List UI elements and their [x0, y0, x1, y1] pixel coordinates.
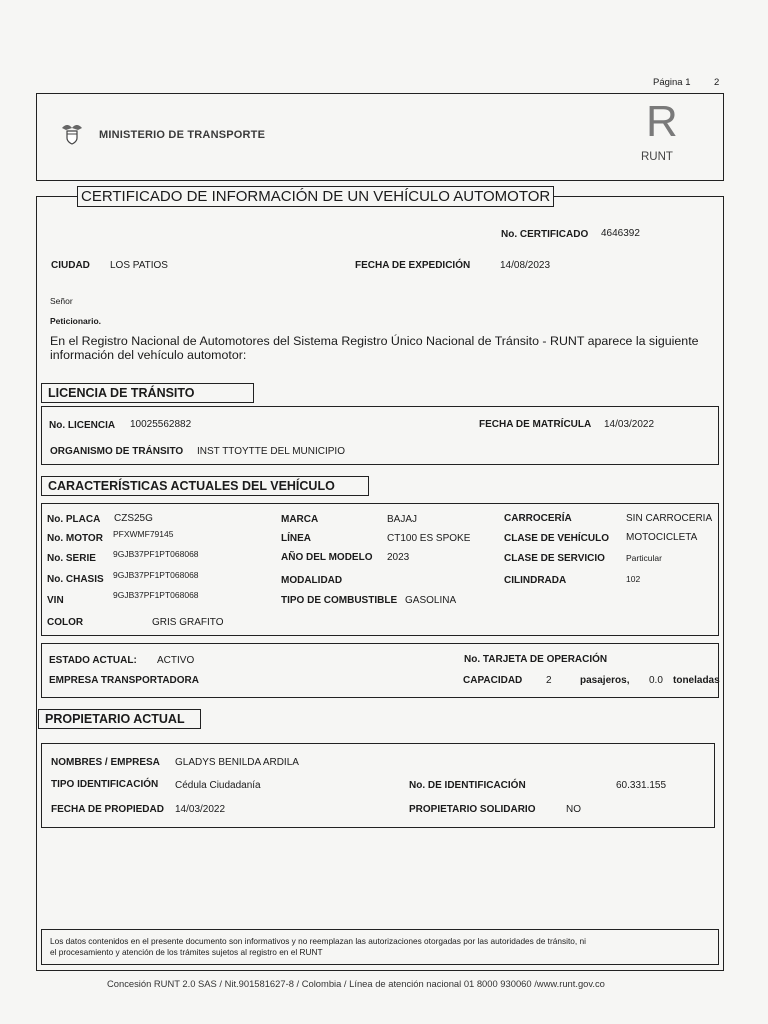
clase-vehiculo-value: MOTOCICLETA — [626, 532, 698, 543]
modalidad-label: MODALIDAD — [281, 575, 343, 586]
linea-label: LÍNEA — [281, 533, 311, 544]
combustible-value: GASOLINA — [405, 595, 457, 606]
chasis-label: No. CHASIS — [47, 574, 104, 585]
cilindrada-value: 102 — [626, 574, 641, 584]
placa-value: CZS25G — [114, 513, 153, 524]
fecha-propiedad-label: FECHA DE PROPIEDAD — [51, 804, 164, 815]
solidario-label: PROPIETARIO SOLIDARIO — [409, 804, 536, 815]
linea-value: CT100 ES SPOKE — [387, 533, 471, 544]
nombres-label: NOMBRES / EMPRESA — [51, 757, 160, 768]
tipo-id-value: Cédula Ciudadanía — [175, 780, 261, 791]
toneladas-label: toneladas — [673, 675, 720, 686]
ministry-name: MINISTERIO DE TRANSPORTE — [99, 129, 266, 141]
vin-value: 9GJB37PF1PT068068 — [113, 590, 199, 600]
color-value: GRIS GRAFITO — [152, 617, 224, 628]
colombia-coat-of-arms-icon — [58, 119, 86, 147]
solidario-value: NO — [566, 804, 581, 815]
disclaimer-line-1: Los datos contenidos en el presente documento son informativos y no reemplazan las autorizaciones otorgadas por las autoridades de tránsito, ni — [50, 936, 586, 946]
city-label: CIUDAD — [51, 260, 90, 271]
licencia-no-value: 10025562882 — [130, 419, 192, 430]
issue-date-value: 14/08/2023 — [500, 260, 551, 271]
matricula-date-value: 14/03/2022 — [604, 419, 655, 430]
salutation-senor: Señor — [50, 296, 73, 306]
cilindrada-label: CILINDRADA — [504, 575, 567, 586]
runt-logo-icon: R — [646, 97, 678, 146]
footer-text: Concesión RUNT 2.0 SAS / Nit.901581627-8 / Colombia / Línea de atención nacional 01 8000 930060 /www.runt.gov.co — [107, 978, 605, 989]
licencia-no-label: No. LICENCIA — [49, 420, 116, 431]
estado-label: ESTADO ACTUAL: — [49, 655, 137, 666]
estado-box — [41, 643, 719, 698]
licencia-heading: LICENCIA DE TRÁNSITO — [41, 383, 254, 403]
toneladas-value: 0.0 — [649, 675, 663, 686]
clase-vehiculo-label: CLASE DE VEHÍCULO — [504, 533, 610, 544]
placa-label: No. PLACA — [47, 514, 101, 525]
intro-line-2: información del vehículo automotor: — [50, 348, 247, 362]
motor-label: No. MOTOR — [47, 533, 103, 544]
issue-date-label: FECHA DE EXPEDICIÓN — [355, 260, 471, 271]
tipo-id-label: TIPO IDENTIFICACIÓN — [51, 779, 159, 790]
page-label: Página 1 — [653, 77, 691, 88]
clase-servicio-label: CLASE DE SERVICIO — [504, 553, 605, 564]
modelo-value: 2023 — [387, 552, 410, 563]
marca-value: BAJAJ — [387, 514, 418, 525]
combustible-label: TIPO DE COMBUSTIBLE — [281, 595, 398, 606]
propietario-heading: PROPIETARIO ACTUAL — [38, 709, 201, 729]
tarjeta-operacion-label: No. TARJETA DE OPERACIÓN — [464, 654, 608, 665]
carroceria-value: SIN CARROCERIA — [626, 513, 713, 524]
fecha-propiedad-value: 14/03/2022 — [175, 804, 226, 815]
marca-label: MARCA — [281, 514, 319, 525]
city-value: LOS PATIOS — [110, 260, 168, 271]
certificate-no-label: No. CERTIFICADO — [501, 229, 589, 240]
clase-servicio-value: Particular — [626, 553, 662, 563]
salutation-peticionario: Peticionario. — [50, 316, 102, 326]
certificate-no-value: 4646392 — [601, 228, 640, 239]
intro-line-1: En el Registro Nacional de Automotores del Sistema Registro Único Nacional de Tránsito - RUNT aparece la siguiente — [50, 334, 699, 348]
organismo-value: INST TTOYTTE DEL MUNICIPIO — [197, 446, 345, 457]
serie-label: No. SERIE — [47, 553, 96, 564]
chasis-value: 9GJB37PF1PT068068 — [113, 570, 199, 580]
page-total: 2 — [714, 77, 720, 88]
disclaimer-line-2: el procesamiento y atención de los trámites sujetos al registro en el RUNT — [50, 947, 323, 957]
nombres-value: GLADYS BENILDA ARDILA — [175, 757, 299, 768]
matricula-date-label: FECHA DE MATRÍCULA — [479, 419, 592, 430]
estado-value: ACTIVO — [157, 655, 195, 666]
modelo-label: AÑO DEL MODELO — [281, 552, 373, 563]
no-id-value: 60.331.155 — [616, 780, 667, 791]
motor-value: PFXWMF79145 — [113, 529, 174, 539]
organismo-label: ORGANISMO DE TRÁNSITO — [50, 446, 184, 457]
caracteristicas-heading: CARACTERÍSTICAS ACTUALES DEL VEHÍCULO — [41, 476, 369, 496]
carroceria-label: CARROCERÍA — [504, 513, 572, 524]
vin-label: VIN — [47, 595, 64, 606]
capacidad-value: 2 — [546, 675, 552, 686]
empresa-label: EMPRESA TRANSPORTADORA — [49, 675, 200, 686]
color-label: COLOR — [47, 617, 84, 628]
runt-label: RUNT — [641, 151, 673, 163]
pasajeros-label: pasajeros, — [580, 675, 630, 686]
document-title: CERTIFICADO DE INFORMACIÓN DE UN VEHÍCULO AUTOMOTOR — [77, 186, 554, 207]
serie-value: 9GJB37PF1PT068068 — [113, 549, 199, 559]
capacidad-label: CAPACIDAD — [463, 675, 523, 686]
no-id-label: No. DE IDENTIFICACIÓN — [409, 780, 526, 791]
